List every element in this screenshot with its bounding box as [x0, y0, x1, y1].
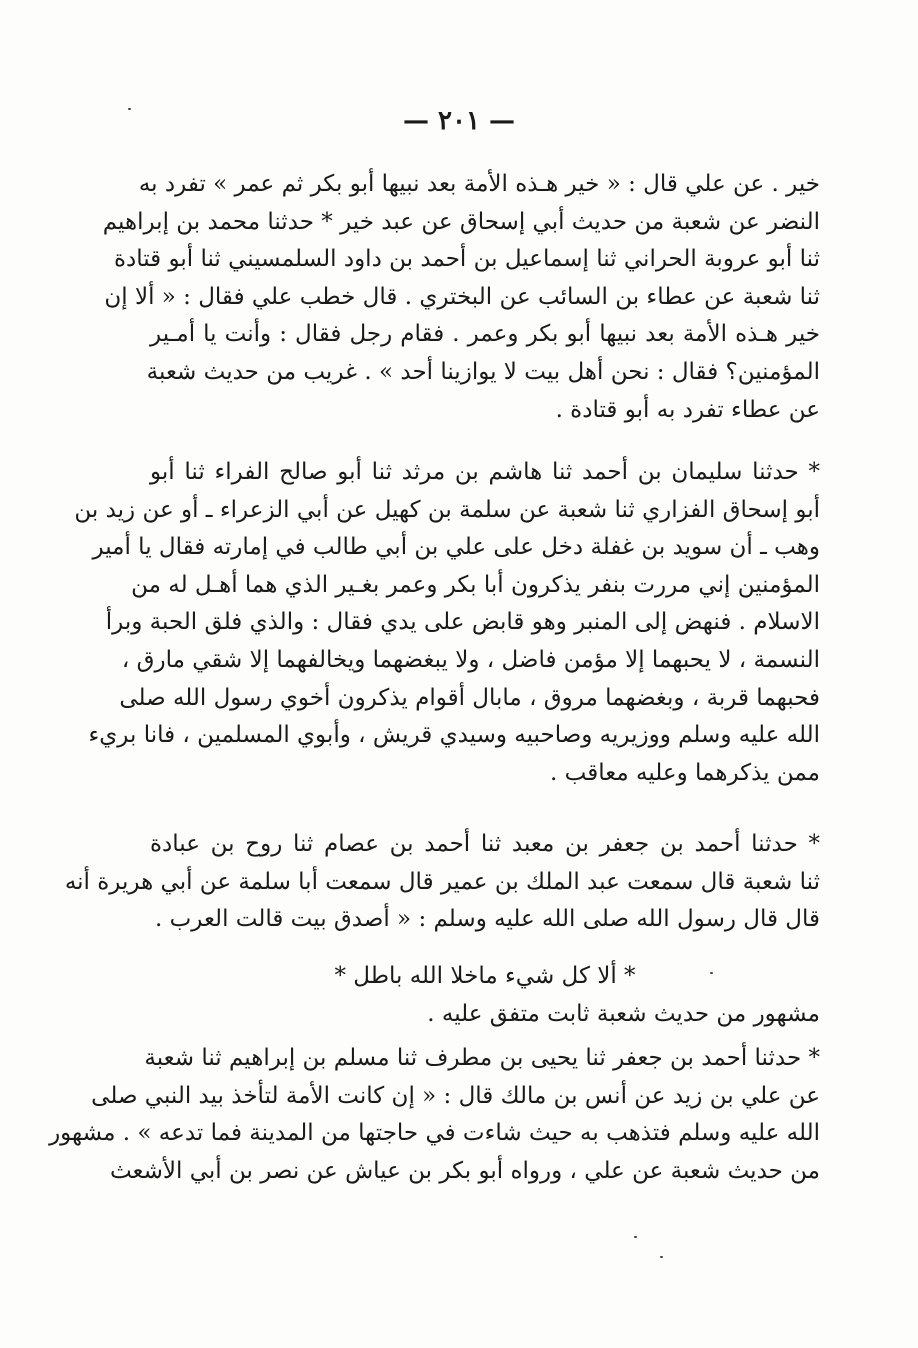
- scan-speck: [710, 972, 713, 974]
- text-line: * حدثنا أحمد بن جعفر بن معبد ثنا أحمد بن عصام ثنا روح بن عبادة: [150, 831, 820, 857]
- text-line: من حديث شعبة عن علي ، ورواه أبو بكر بن عياش عن نصر بن أبي الأشعث: [109, 1157, 820, 1184]
- text-line: ثنا أبو عروبة الحراني ثنا إسماعيل بن أحمد بن داود السلمسيني ثنا أبو قتادة: [113, 246, 820, 273]
- paragraph-4: [150, 996, 820, 1034]
- scan-speck: [660, 1256, 663, 1258]
- text-line: الله عليه وسلم ووزيريه وصاحبيه وسيدي قريش ، وأبوي المسلمين ، فانا بريء: [88, 722, 820, 749]
- page-number: — ٢٠١ —: [402, 106, 516, 136]
- text-line: خير هـذه الأمة بعد نبيها أبو بكر وعمر . فقام رجل فقال : وأنت يا أمـير: [150, 321, 820, 348]
- text-line: النسمة ، لا يحبهما إلا مؤمن فاضل ، ولا يبغضهما ويخالفهما إلا شقي مارق ،: [121, 646, 820, 673]
- text-line: النضر عن شعبة من حديث أبي إسحاق عن عبد خير * حدثنا محمد بن إبراهيم: [102, 208, 820, 235]
- text-line: ثنا شعبة عن عطاء بن السائب عن البختري . قال خطب علي فقال : « ألا إن: [104, 283, 820, 310]
- scan-speck: [634, 1236, 637, 1238]
- text-line: وهب ـ أن سويد بن غفلة دخل على علي بن أبي طالب في إمارته فقال يا أمير: [92, 534, 820, 561]
- text-line: المؤمنين؟ فقال : نحن أهل بيت لا يوازينا أحد » . غريب من حديث شعبة: [146, 358, 820, 385]
- text-line: * حدثنا أحمد بن جعفر ثنا يحيى بن مطرف ثنا مسلم بن إبراهيم ثنا شعبة: [144, 1045, 820, 1071]
- text-line: عن عطاء تفرد به أبو قتادة .: [555, 396, 820, 423]
- text-line: الاسلام . فنهض إلى المنبر وهو قابض على يدي فقال : والذي فلق الحبة وبرأ: [105, 609, 820, 636]
- text-line: مشهور من حديث شعبة ثابت متفق عليه .: [427, 1001, 820, 1027]
- paragraph-1: [102, 166, 820, 429]
- text-line: أبو إسحاق الفزاري ثنا شعبة عن سلمة بن كهيل عن أبي الزعراء ـ أو عن زيد بن: [74, 496, 820, 523]
- text-line: * حدثنا سليمان بن أحمد ثنا هاشم بن مرثد ثنا أبو صالح الفراء ثنا أبو: [150, 459, 820, 485]
- text-line: ثنا شعبة قال سمعت عبد الملك بن عمير قال سمعت أبا سلمة عن أبي هريرة أنه: [64, 868, 820, 895]
- text-line: المؤمنين إني مررت بنفر يذكرون أبا بكر وعمر بغـير الذي هما أهـل له من: [131, 571, 820, 598]
- paragraph-3: [64, 826, 820, 939]
- scan-speck: [128, 108, 131, 110]
- poetry-verse: * ألا كل شيء ماخلا الله باطل *: [334, 963, 636, 989]
- text-line: ممن يذكرهما وعليه معاقب .: [550, 759, 820, 786]
- paragraph-5: [49, 1040, 820, 1190]
- text-line: قال قال رسول الله صلى الله عليه وسلم : « أصدق بيت قالت العرب .: [155, 906, 820, 933]
- text-line: خير . عن علي قال : « خير هـذه الأمة بعد نبيها أبو بكر ثم عمر » تفرد به: [138, 171, 820, 197]
- text-line: الله عليه وسلم فتذهب به حيث شاءت في حاجتها من المدينة فما تدعه » . مشهور: [49, 1120, 820, 1147]
- paragraph-2: [74, 454, 820, 792]
- text-line: فحبهما قربة ، وبغضهما مروق ، مابال أقوام يذكرون أخوي رسول الله صلى: [119, 684, 820, 711]
- text-line: عن علي بن زيد عن أنس بن مالك قال : « إن كانت الأمة لتأخذ بيد النبي صلى: [91, 1082, 820, 1109]
